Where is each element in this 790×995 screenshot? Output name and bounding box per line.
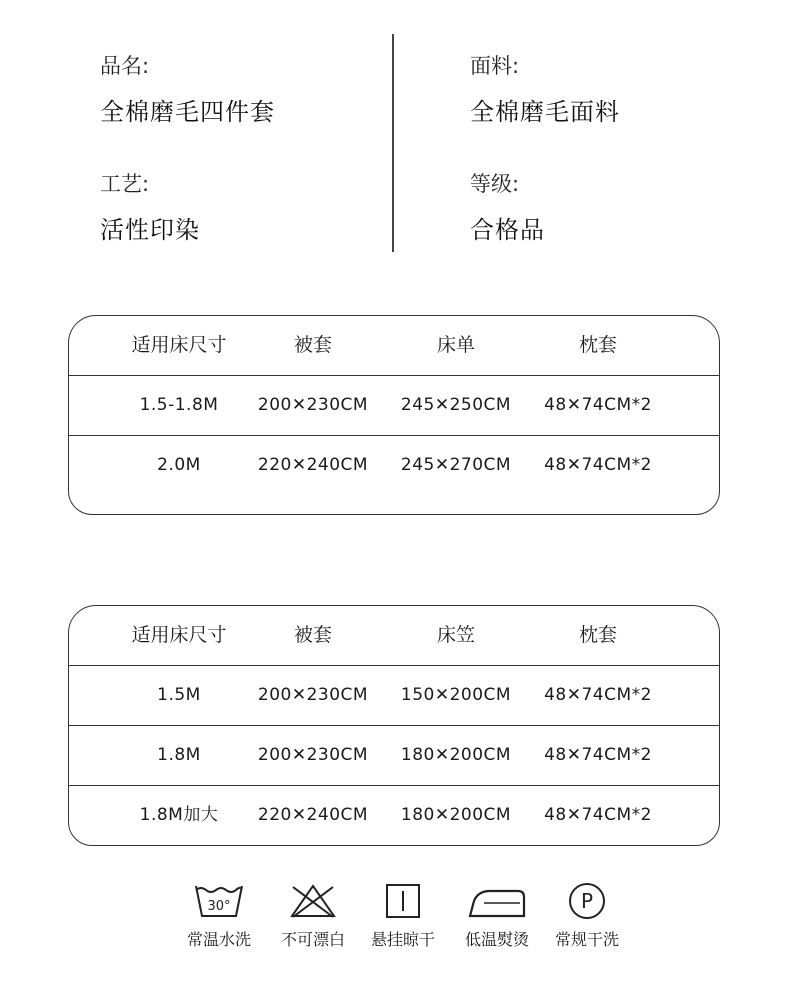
- info-fabric-value: 全棉磨毛面料: [470, 98, 620, 126]
- header-duvet-cover: 被套: [293, 624, 332, 646]
- care-item-low-iron: [451, 880, 543, 950]
- no-bleach-icon: [267, 880, 359, 922]
- info-name: [100, 50, 275, 127]
- care-item-no-bleach: [267, 880, 359, 950]
- table-row: [69, 666, 719, 726]
- cell-pillowcase: 48✕74CM*2: [544, 395, 652, 415]
- cell-fitted-sheet: 150✕200CM: [400, 685, 512, 705]
- info-fabric-label: 面料:: [470, 54, 520, 78]
- care-item-wash: [173, 880, 265, 950]
- wash-temperature: 30°: [207, 899, 231, 914]
- header-duvet-cover: 被套: [293, 334, 332, 356]
- dry-clean-letter: P: [580, 889, 594, 913]
- care-label: 常规干洗: [554, 930, 619, 949]
- cell-pillowcase: 48✕74CM*2: [544, 805, 652, 825]
- header-pillowcase: 枕套: [578, 334, 617, 356]
- info-name-label: 品名:: [100, 54, 150, 78]
- info-craft-value: 活性印染: [100, 216, 200, 244]
- care-item-dry-clean: [541, 880, 633, 950]
- hang-dry-icon: [357, 880, 449, 922]
- cell-bed-size: 1.8M: [157, 745, 201, 765]
- low-iron-icon: [451, 880, 543, 922]
- cell-duvet-cover: 200✕230CM: [257, 745, 369, 765]
- cell-duvet-cover: 220✕240CM: [257, 455, 369, 475]
- header-pillowcase: 枕套: [578, 624, 617, 646]
- header-flat-sheet: 床单: [436, 334, 475, 356]
- header-bed-size: 适用床尺寸: [131, 624, 227, 646]
- info-grade: [470, 168, 545, 245]
- dry-clean-icon: [541, 880, 633, 922]
- care-label: 低温熨烫: [464, 930, 529, 949]
- cell-flat-sheet: 245✕250CM: [400, 395, 512, 415]
- wash-30-icon: [173, 880, 265, 922]
- size-table-fitted-sheet: [68, 605, 720, 846]
- care-label: 悬挂晾干: [370, 930, 435, 949]
- cell-bed-size: 1.8M加大: [139, 805, 219, 825]
- info-grade-label: 等级:: [470, 172, 520, 196]
- cell-duvet-cover: 200✕230CM: [257, 685, 369, 705]
- cell-bed-size: 1.5-1.8M: [139, 395, 219, 415]
- care-label: 不可漂白: [280, 930, 345, 949]
- cell-duvet-cover: 220✕240CM: [257, 805, 369, 825]
- info-craft-label: 工艺:: [100, 172, 150, 196]
- info-grade-value: 合格品: [470, 216, 545, 244]
- size-table-flat-sheet: [68, 315, 720, 515]
- info-name-value: 全棉磨毛四件套: [100, 98, 275, 126]
- table-row: [69, 436, 719, 495]
- care-label: 常温水洗: [186, 930, 251, 949]
- cell-fitted-sheet: 180✕200CM: [400, 805, 512, 825]
- table-header-row: [69, 316, 719, 376]
- table-row: [69, 786, 719, 845]
- table-row: [69, 726, 719, 786]
- cell-flat-sheet: 245✕270CM: [400, 455, 512, 475]
- header-fitted-sheet: 床笠: [436, 624, 475, 646]
- header-bed-size: 适用床尺寸: [131, 334, 227, 356]
- cell-fitted-sheet: 180✕200CM: [400, 745, 512, 765]
- table-row: [69, 376, 719, 436]
- cell-bed-size: 2.0M: [157, 455, 201, 475]
- info-fabric: [470, 50, 620, 127]
- info-divider: [392, 34, 394, 252]
- cell-pillowcase: 48✕74CM*2: [544, 685, 652, 705]
- care-item-hang-dry: [357, 880, 449, 950]
- cell-pillowcase: 48✕74CM*2: [544, 745, 652, 765]
- info-craft: [100, 168, 200, 245]
- table-header-row: [69, 606, 719, 666]
- cell-bed-size: 1.5M: [157, 685, 201, 705]
- cell-pillowcase: 48✕74CM*2: [544, 455, 652, 475]
- cell-duvet-cover: 200✕230CM: [257, 395, 369, 415]
